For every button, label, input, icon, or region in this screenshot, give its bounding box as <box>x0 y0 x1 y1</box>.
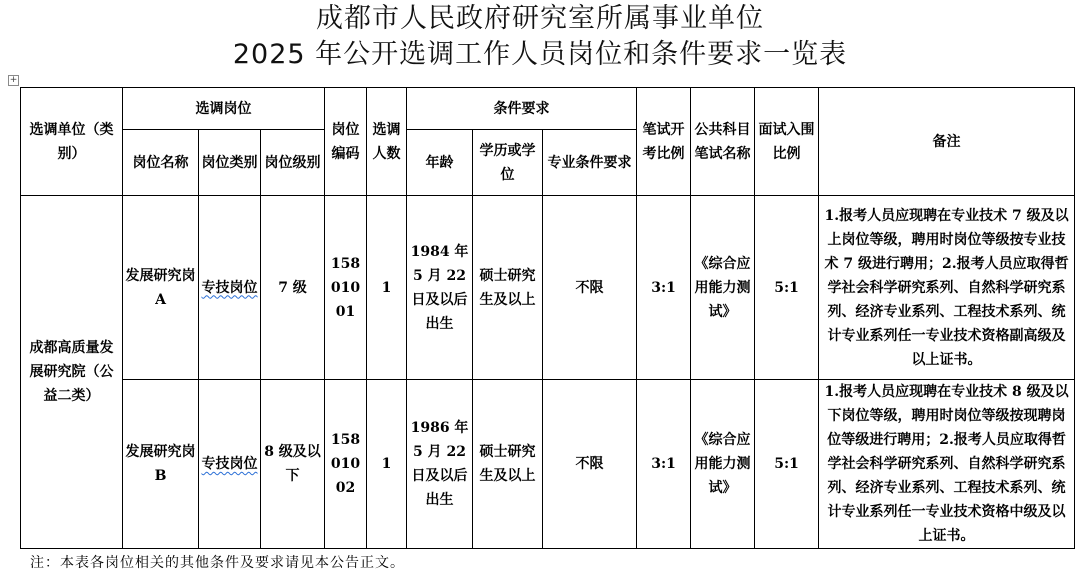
age-a: 1984 年5 月 22日及以后出生 <box>407 196 473 380</box>
remarks-b: 1.报考人员应现聘在专业技术 8 级及以下岗位等级，聘用时岗位等级按现聘岗位等级进行聘用；2.报考人员应取得哲学社会科学研究系列、自然科学研究系列、经济专业系列、工程技术系列、统计专业系列任一专业技术资格中级及以上证书。 <box>819 380 1075 549</box>
remarks-a: 1.报考人员应现聘在专业技术 7 级及以上岗位等级，聘用时岗位等级按专业技术 7 级进行聘用；2.报考人员应取得哲学社会科学研究系列、自然科学研究系列、经济专业系列、工程技术系列、统计专业系列任一专业技术资格副高级及以上证书。 <box>819 196 1075 380</box>
interview-ratio-a: 5:1 <box>755 196 819 380</box>
table-row <box>21 196 1075 380</box>
positions-table <box>20 87 1075 549</box>
position-code-a: 15801001 <box>325 196 367 380</box>
header-requirements: 条件要求 <box>407 88 637 130</box>
header-interview-ratio: 面试入围比例 <box>755 88 819 196</box>
written-subject-a: 《综合应用能力测试》 <box>691 196 755 380</box>
header-position-level: 岗位级别 <box>261 130 325 196</box>
document-title-line2: 2025 年公开选调工作人员岗位和条件要求一览表 <box>232 39 848 70</box>
header-unit: 选调单位（类别） <box>21 88 123 196</box>
quota-a: 1 <box>367 196 407 380</box>
education-b: 硕士研究生及以上 <box>473 380 543 549</box>
position-type-b <box>199 380 261 549</box>
table-row <box>21 380 1075 549</box>
age-b: 1986 年5 月 22日及以后出生 <box>407 380 473 549</box>
header-position-group: 选调岗位 <box>123 88 325 130</box>
quota-b: 1 <box>367 380 407 549</box>
header-age: 年龄 <box>407 130 473 196</box>
unit-name: 成都高质量发展研究院（公益二类） <box>21 196 123 549</box>
header-position-type: 岗位类别 <box>199 130 261 196</box>
header-position-name: 岗位名称 <box>123 130 199 196</box>
position-type-a-text: 专技岗位 <box>201 279 258 296</box>
header-quota: 选调人数 <box>367 88 407 196</box>
header-written-subject: 公共科目笔试名称 <box>691 88 755 196</box>
written-subject-b: 《综合应用能力测试》 <box>691 380 755 549</box>
position-name-a: 发展研究岗 A <box>123 196 199 380</box>
header-remarks: 备注 <box>819 88 1075 196</box>
major-b: 不限 <box>543 380 637 549</box>
position-type-b-text: 专技岗位 <box>201 456 258 472</box>
education-a: 硕士研究生及以上 <box>473 196 543 380</box>
header-major: 专业条件要求 <box>543 130 637 196</box>
position-code-b: 15801002 <box>325 380 367 549</box>
written-ratio-b: 3:1 <box>637 380 691 549</box>
header-education: 学历或学位 <box>473 130 543 196</box>
position-level-b: 8 级及以下 <box>261 380 325 549</box>
written-ratio-a: 3:1 <box>637 196 691 380</box>
document-title-line1: 成都市人民政府研究室所属事业单位 <box>316 3 764 34</box>
position-level-a: 7 级 <box>261 196 325 380</box>
position-name-b: 发展研究岗 B <box>123 380 199 549</box>
header-written-ratio: 笔试开考比例 <box>637 88 691 196</box>
table-move-handle-icon[interactable]: + <box>9 75 18 85</box>
major-a: 不限 <box>543 196 637 380</box>
header-position-code: 岗位编码 <box>325 88 367 196</box>
interview-ratio-b: 5:1 <box>755 380 819 549</box>
footer-note: 注：本表各岗位相关的其他条件及要求请见本公告正文。 <box>30 555 405 571</box>
position-type-a <box>199 196 261 380</box>
